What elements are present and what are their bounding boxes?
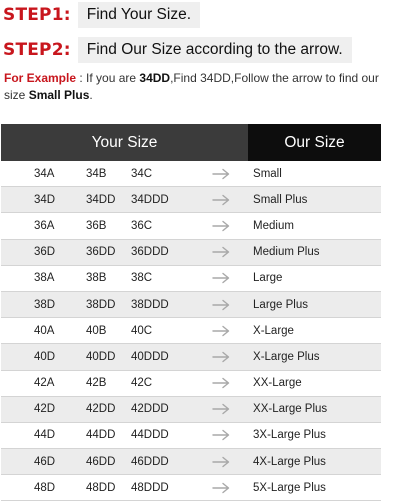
size-cell: 48D — [1, 475, 83, 501]
table-row — [1, 396, 381, 422]
table-row — [1, 449, 381, 475]
table-row — [1, 161, 381, 187]
arrow-cell — [193, 161, 248, 187]
example-result: Small Plus — [28, 88, 90, 102]
right-arrow-icon — [212, 377, 230, 389]
size-cell: 48DD — [83, 475, 131, 501]
size-cell: 42DD — [83, 396, 131, 422]
size-cell: 42B — [83, 370, 131, 396]
right-arrow-icon — [212, 220, 230, 232]
step2-text: Find Our Size according to the arrow. — [78, 37, 352, 63]
right-arrow-icon — [212, 272, 230, 284]
size-cell: 42C — [131, 370, 193, 396]
table-row — [1, 344, 381, 370]
example-text-before: If you are — [82, 71, 140, 85]
right-arrow-icon — [212, 194, 230, 206]
our-size-cell: 3X-Large Plus — [248, 422, 381, 448]
size-cell: 38DDD — [131, 291, 193, 317]
right-arrow-icon — [212, 246, 230, 258]
size-cell: 36DD — [83, 239, 131, 265]
our-size-cell: XX-Large Plus — [248, 396, 381, 422]
table-header-row — [1, 124, 381, 161]
size-cell: 34D — [1, 187, 83, 213]
size-cell: 40DDD — [131, 344, 193, 370]
table-row — [1, 213, 381, 239]
arrow-cell — [193, 187, 248, 213]
step1-row — [3, 2, 200, 28]
size-cell: 44DD — [83, 422, 131, 448]
size-cell: 34DD — [83, 187, 131, 213]
size-cell: 48DDD — [131, 475, 193, 501]
our-size-cell: X-Large — [248, 318, 381, 344]
example-text-middle: ,Find 34DD,Follow the arrow to find our size — [4, 71, 379, 102]
our-size-cell: Large — [248, 265, 381, 291]
size-cell: 40DD — [83, 344, 131, 370]
table-row — [1, 265, 381, 291]
header-our-size: Our Size — [248, 124, 381, 161]
header-your-size: Your Size — [1, 124, 248, 161]
table-row — [1, 187, 381, 213]
size-cell: 40D — [1, 344, 83, 370]
right-arrow-icon — [212, 403, 230, 415]
our-size-cell: XX-Large — [248, 370, 381, 396]
arrow-cell — [193, 396, 248, 422]
size-cell: 38D — [1, 291, 83, 317]
size-cell: 38A — [1, 265, 83, 291]
size-cell: 36D — [1, 239, 83, 265]
arrow-cell — [193, 449, 248, 475]
size-cell: 42D — [1, 396, 83, 422]
size-cell: 34C — [131, 161, 193, 187]
example-colon: : — [76, 71, 83, 85]
size-cell: 44D — [1, 422, 83, 448]
table-row — [1, 239, 381, 265]
right-arrow-icon — [212, 325, 230, 337]
right-arrow-icon — [212, 456, 230, 468]
size-cell: 46DDD — [131, 449, 193, 475]
arrow-cell — [193, 291, 248, 317]
size-cell: 36DDD — [131, 239, 193, 265]
our-size-cell: 4X-Large Plus — [248, 449, 381, 475]
our-size-cell: Small Plus — [248, 187, 381, 213]
our-size-cell: X-Large Plus — [248, 344, 381, 370]
size-chart-table — [1, 124, 381, 501]
size-cell: 42DDD — [131, 396, 193, 422]
right-arrow-icon — [212, 299, 230, 311]
size-cell: 36B — [83, 213, 131, 239]
example-size: 34DD — [139, 71, 171, 85]
size-cell: 38DD — [83, 291, 131, 317]
our-size-cell: Small — [248, 161, 381, 187]
arrow-cell — [193, 370, 248, 396]
our-size-cell: Large Plus — [248, 291, 381, 317]
arrow-cell — [193, 318, 248, 344]
step2-row — [3, 37, 352, 63]
our-size-cell: Medium Plus — [248, 239, 381, 265]
arrow-cell — [193, 239, 248, 265]
table-row — [1, 318, 381, 344]
size-cell: 40B — [83, 318, 131, 344]
right-arrow-icon — [212, 351, 230, 363]
table-row — [1, 291, 381, 317]
example-label: For Example — [4, 71, 77, 85]
size-cell: 46D — [1, 449, 83, 475]
size-cell: 36A — [1, 213, 83, 239]
step2-label: STEP2: — [3, 40, 71, 60]
size-cell: 34A — [1, 161, 83, 187]
arrow-cell — [193, 344, 248, 370]
our-size-cell: 5X-Large Plus — [248, 475, 381, 501]
table-row — [1, 370, 381, 396]
step1-text: Find Your Size. — [78, 2, 200, 28]
size-cell: 46DD — [83, 449, 131, 475]
table-row — [1, 422, 381, 448]
size-cell: 38B — [83, 265, 131, 291]
size-cell: 44DDD — [131, 422, 193, 448]
example-end: . — [89, 88, 93, 102]
arrow-cell — [193, 213, 248, 239]
example-text — [4, 70, 399, 104]
size-cell: 36C — [131, 213, 193, 239]
size-cell: 38C — [131, 265, 193, 291]
size-cell: 40A — [1, 318, 83, 344]
arrow-cell — [193, 422, 248, 448]
right-arrow-icon — [212, 429, 230, 441]
step1-label: STEP1: — [3, 5, 71, 25]
size-cell: 34B — [83, 161, 131, 187]
size-cell: 42A — [1, 370, 83, 396]
arrow-cell — [193, 265, 248, 291]
our-size-cell: Medium — [248, 213, 381, 239]
right-arrow-icon — [212, 168, 230, 180]
size-cell: 40C — [131, 318, 193, 344]
size-cell: 34DDD — [131, 187, 193, 213]
